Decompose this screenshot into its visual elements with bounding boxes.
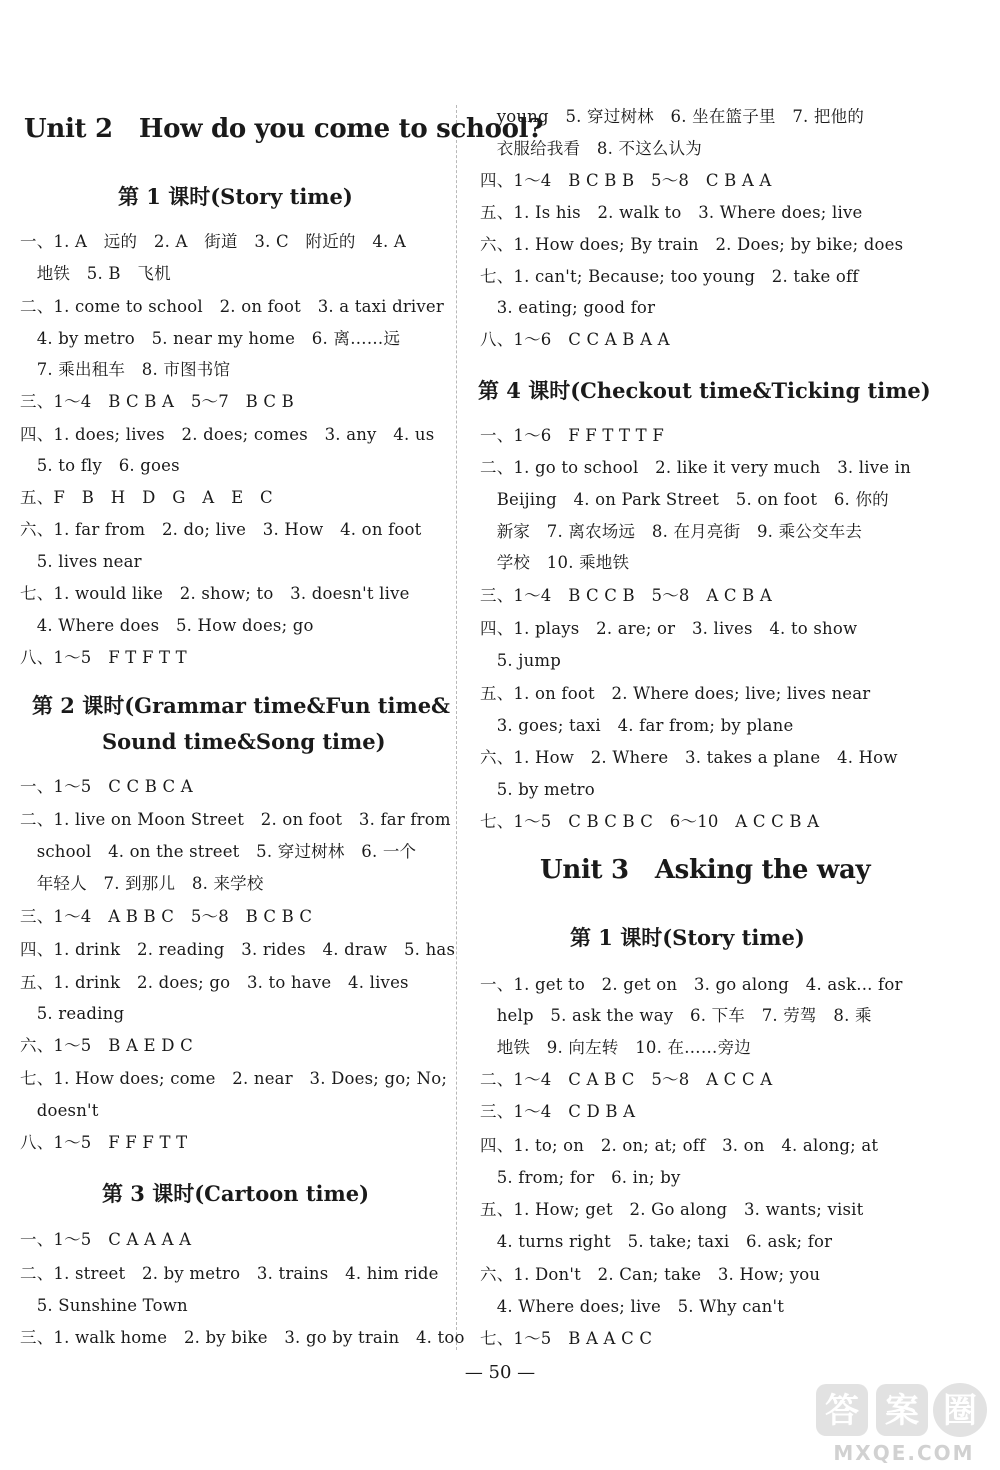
answer-line: 3. eating; good for bbox=[480, 298, 656, 317]
answer-line: 4. Where does; live 5. Why can't bbox=[480, 1297, 785, 1316]
page-number: — 50 — bbox=[464, 1362, 536, 1383]
lesson-title: 第 4 课时(Checkout time&Ticking time) bbox=[478, 378, 931, 403]
svg-text:圈: 圈 bbox=[943, 1391, 977, 1431]
answer-line: help 5. ask the way 6. 下车 7. 劳驾 8. 乘 bbox=[480, 1006, 872, 1025]
lesson-title: 第 2 课时(Grammar time&Fun time& bbox=[32, 693, 451, 718]
answer-line: 二、1. come to school 2. on foot 3. a taxi driver bbox=[20, 297, 444, 316]
answer-line: school 4. on the street 5. 穿过树林 6. 一个 bbox=[20, 842, 417, 861]
answer-line: 5. to fly 6. goes bbox=[20, 456, 180, 475]
lesson-title: 第 1 课时(Story time) bbox=[570, 925, 805, 950]
answer-line: 三、1. walk home 2. by bike 3. go by train 4. too bbox=[20, 1328, 465, 1347]
answer-line: 五、F B H D G A E C bbox=[20, 488, 273, 507]
watermark-logo bbox=[808, 1378, 998, 1466]
answer-line: 5. reading bbox=[20, 1004, 125, 1023]
answer-line: 三、1～4 B C B A 5～7 B C B bbox=[20, 392, 294, 411]
answer-line: doesn't bbox=[20, 1101, 99, 1120]
lesson-title: 第 3 课时(Cartoon time) bbox=[102, 1181, 370, 1206]
svg-text:MXQE.COM: MXQE.COM bbox=[833, 1441, 975, 1465]
answer-line: 三、1～4 B C C B 5～8 A C B A bbox=[480, 586, 773, 605]
lesson-title-cont: Sound time&Song time) bbox=[102, 729, 386, 754]
answer-line: 七、1. can't; Because; too young 2. take off bbox=[480, 267, 859, 286]
answer-line: 四、1～4 B C B B 5～8 C B A A bbox=[480, 171, 772, 190]
answer-line: 八、1～6 C C A B A A bbox=[480, 330, 670, 349]
answer-line: 一、1～5 C A A A A bbox=[20, 1230, 192, 1249]
answer-line: 五、1. How; get 2. Go along 3. wants; visit bbox=[480, 1200, 864, 1219]
answer-line: 六、1. far from 2. do; live 3. How 4. on foot bbox=[20, 520, 422, 539]
answer-line: 5. from; for 6. in; by bbox=[480, 1168, 681, 1187]
answer-line: 四、1. drink 2. reading 3. rides 4. draw 5. has bbox=[20, 940, 456, 959]
answer-line: Beijing 4. on Park Street 5. on foot 6. 你的 bbox=[480, 490, 889, 509]
unit-3-title bbox=[540, 855, 870, 885]
answer-line: 八、1～5 F T F T T bbox=[20, 648, 187, 667]
answer-line: 七、1. would like 2. show; to 3. doesn't live bbox=[20, 584, 410, 603]
answer-line: 六、1～5 B A E D C bbox=[20, 1036, 193, 1055]
answer-line: 四、1. does; lives 2. does; comes 3. any 4. us bbox=[20, 425, 435, 444]
answer-line: 年轻人 7. 到那儿 8. 来学校 bbox=[20, 874, 264, 893]
unit-heading: How do you come to school? bbox=[138, 114, 544, 144]
answer-line: 新家 7. 离农场远 8. 在月亮街 9. 乘公交车去 bbox=[480, 522, 863, 541]
answer-line: 5. lives near bbox=[20, 552, 142, 571]
answer-line: 二、1. live on Moon Street 2. on foot 3. far from bbox=[20, 810, 451, 829]
answer-line: 五、1. Is his 2. walk to 3. Where does; live bbox=[480, 203, 863, 222]
unit-heading: Asking the way bbox=[654, 855, 871, 885]
answer-line: 衣服给我看 8. 不这么认为 bbox=[480, 139, 702, 158]
answer-line: 4. by metro 5. near my home 6. 离……远 bbox=[20, 329, 401, 348]
unit-number: Unit 2 bbox=[24, 114, 113, 144]
answer-line: 六、1. Don't 2. Can; take 3. How; you bbox=[480, 1265, 821, 1284]
answer-line: 一、1. A 远的 2. A 街道 3. C 附近的 4. A bbox=[20, 232, 407, 251]
answer-line: 3. goes; taxi 4. far from; by plane bbox=[480, 716, 794, 735]
answer-line: 六、1. How does; By train 2. Does; by bike; does bbox=[480, 235, 904, 254]
answer-line: 四、1. plays 2. are; or 3. lives 4. to show bbox=[480, 619, 858, 638]
answer-line: 地铁 9. 向左转 10. 在……旁边 bbox=[480, 1038, 751, 1057]
answer-line: 一、1. get to 2. get on 3. go along 4. ask... for bbox=[480, 975, 903, 994]
answer-line: 二、1～4 C A B C 5～8 A C C A bbox=[480, 1070, 773, 1089]
answer-line: 一、1～6 F F T T T F bbox=[480, 426, 664, 445]
answer-line: 七、1. How does; come 2. near 3. Does; go; No; bbox=[20, 1069, 448, 1088]
answer-line: 四、1. to; on 2. on; at; off 3. on 4. along; at bbox=[480, 1136, 879, 1155]
answer-line: 一、1～5 C C B C A bbox=[20, 777, 193, 796]
answer-line: 七、1～5 B A A C C bbox=[480, 1329, 653, 1348]
answer-line: 4. Where does 5. How does; go bbox=[20, 616, 314, 635]
answer-line: 7. 乘出租车 8. 市图书馆 bbox=[20, 360, 231, 379]
unit-2-title bbox=[24, 114, 543, 144]
svg-text:答: 答 bbox=[825, 1391, 859, 1431]
column-divider bbox=[456, 105, 457, 1350]
svg-text:案: 案 bbox=[885, 1391, 919, 1431]
unit-number: Unit 3 bbox=[540, 855, 629, 885]
answer-line: 七、1～5 C B C B C 6～10 A C C B A bbox=[480, 812, 820, 831]
answer-line: 二、1. street 2. by metro 3. trains 4. him ride bbox=[20, 1264, 439, 1283]
answer-line: 六、1. How 2. Where 3. takes a plane 4. How bbox=[480, 748, 898, 767]
answer-line: 三、1～4 A B B C 5～8 B C B C bbox=[20, 907, 313, 926]
lesson-title: 第 1 课时(Story time) bbox=[118, 184, 353, 209]
answer-line: 5. Sunshine Town bbox=[20, 1296, 188, 1315]
answer-line: 地铁 5. B 飞机 bbox=[20, 264, 171, 283]
answer-line: 八、1～5 F F F T T bbox=[20, 1133, 188, 1152]
answer-line: 三、1～4 C D B A bbox=[480, 1102, 636, 1121]
answer-line: 5. jump bbox=[480, 651, 562, 670]
answer-line: 4. turns right 5. take; taxi 6. ask; for bbox=[480, 1232, 833, 1251]
answer-line: 5. by metro bbox=[480, 780, 595, 799]
answer-line: 五、1. on foot 2. Where does; live; lives near bbox=[480, 684, 871, 703]
answer-line: 二、1. go to school 2. like it very much 3. live in bbox=[480, 458, 911, 477]
answer-line: young 5. 穿过树林 6. 坐在篮子里 7. 把他的 bbox=[480, 107, 865, 126]
answer-line: 五、1. drink 2. does; go 3. to have 4. lives bbox=[20, 973, 409, 992]
answer-line: 学校 10. 乘地铁 bbox=[480, 553, 630, 572]
